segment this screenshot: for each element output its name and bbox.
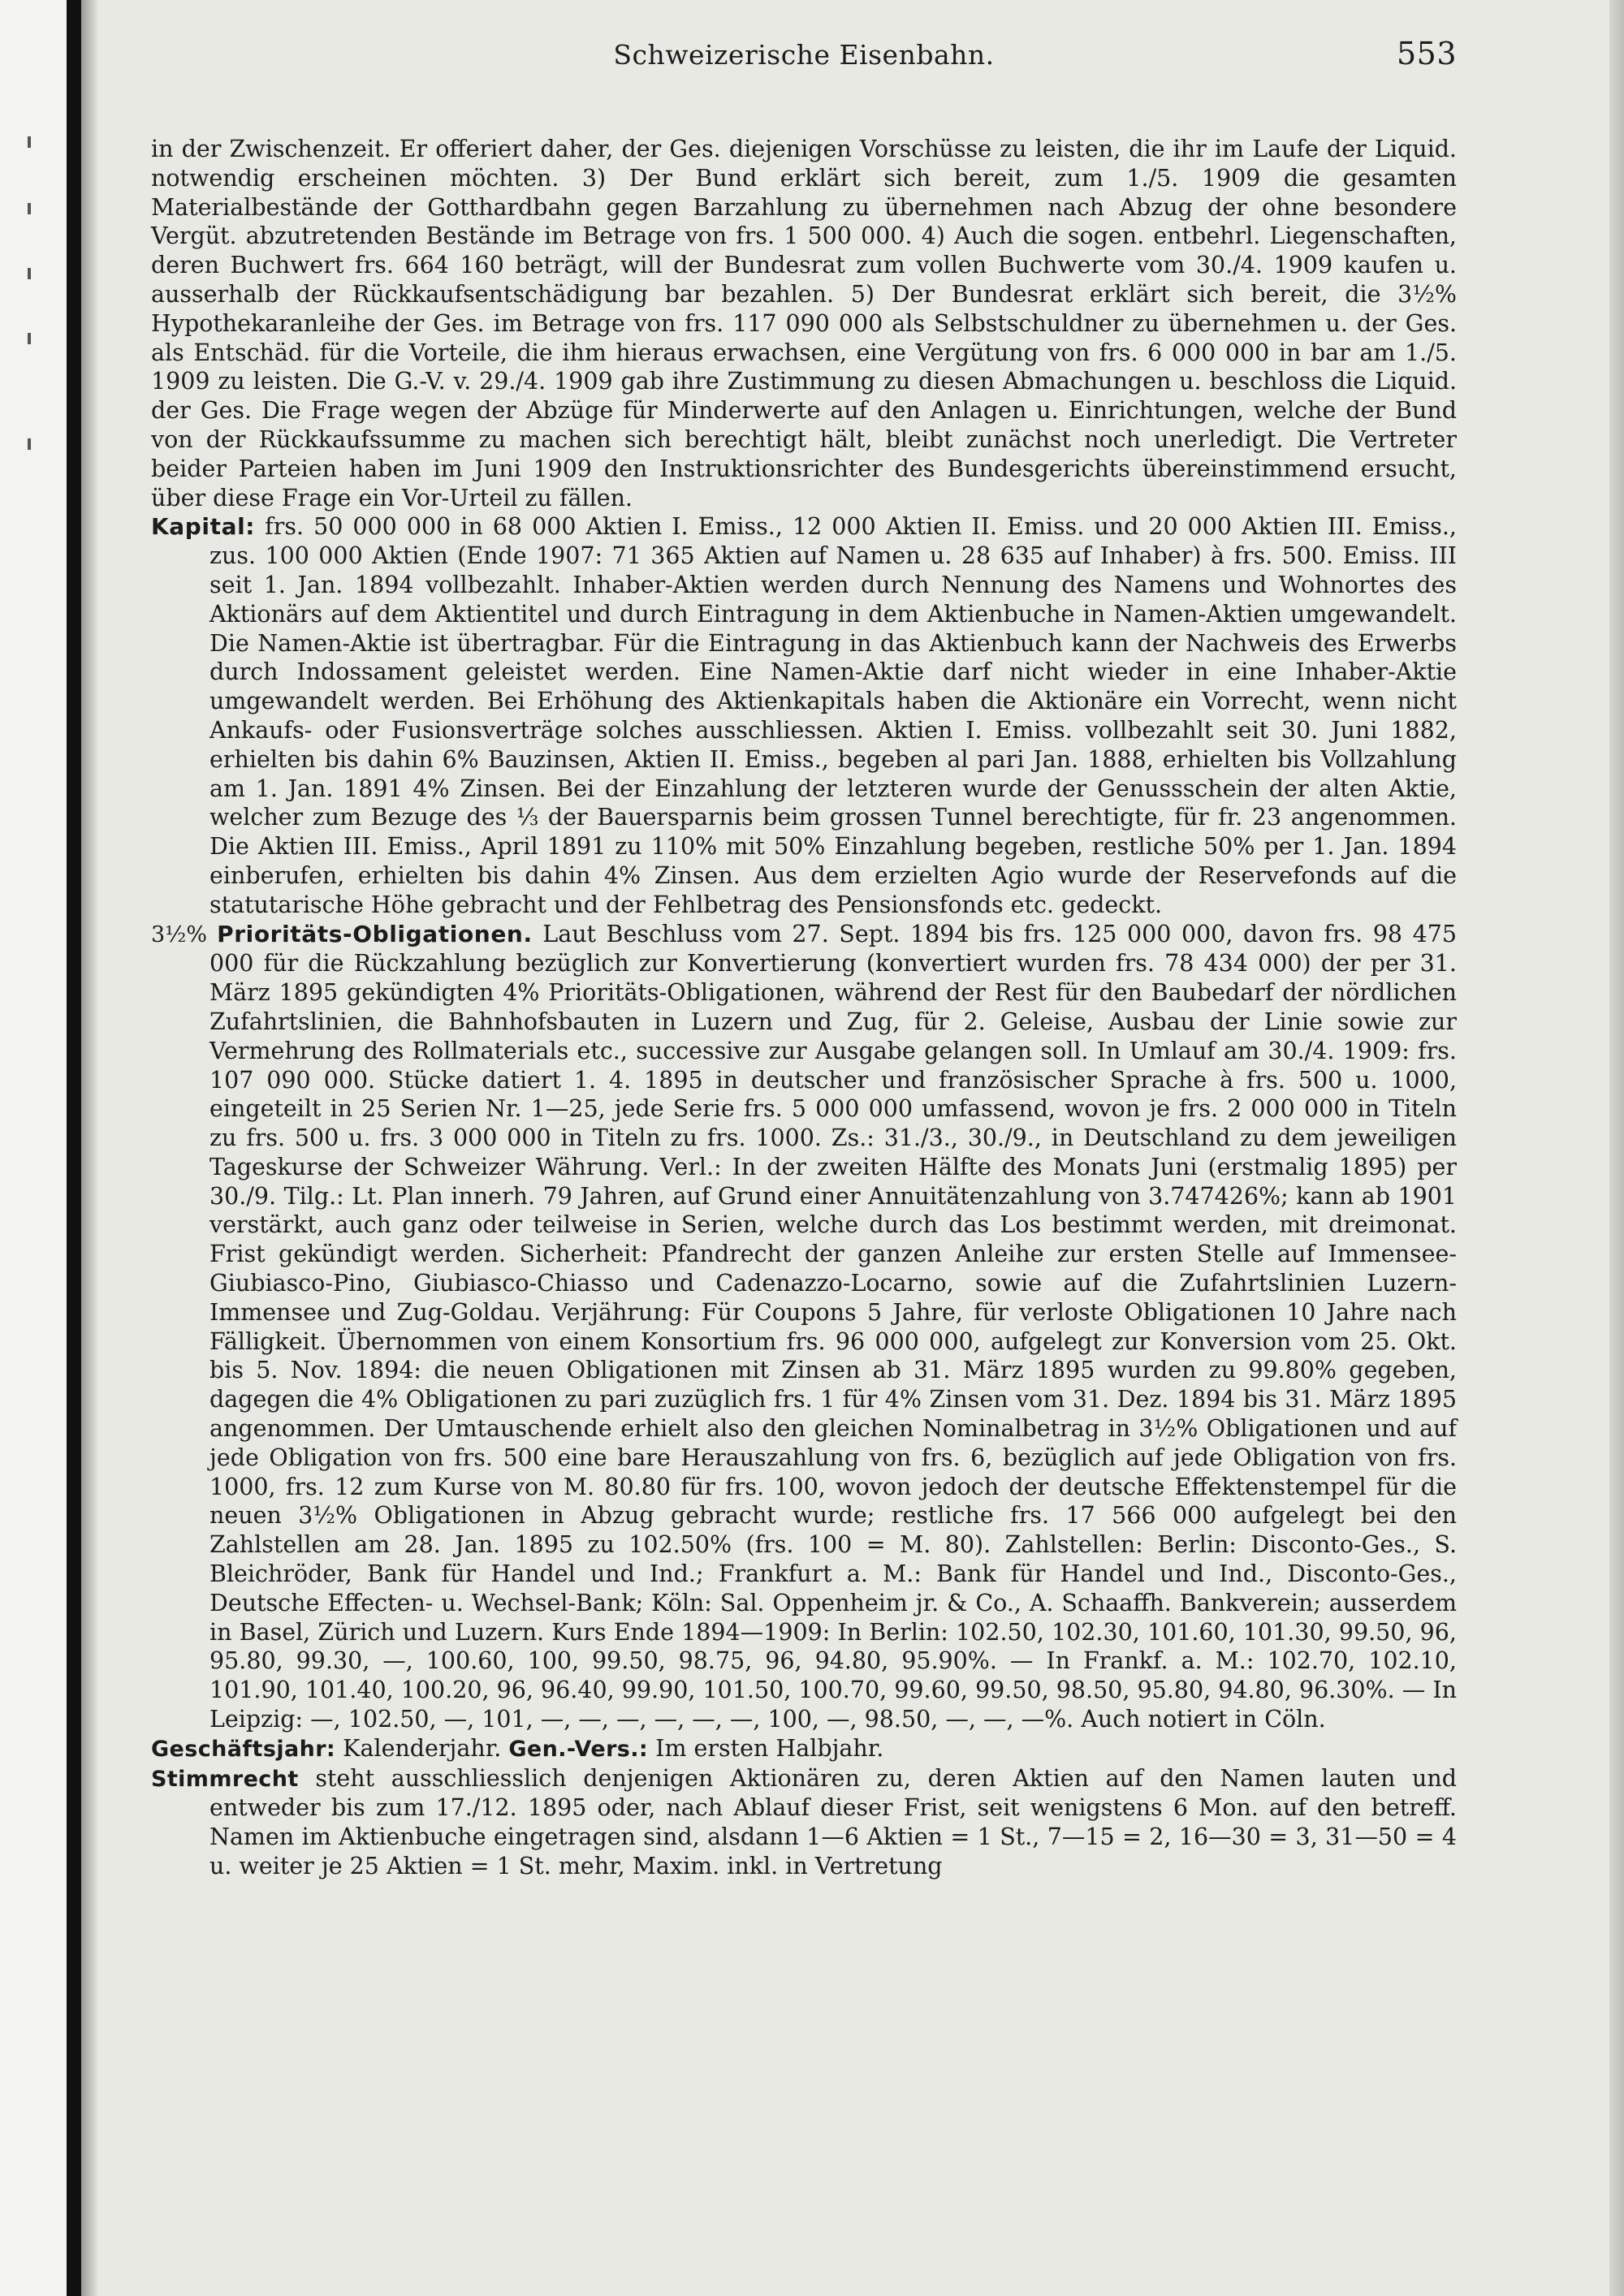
prioritaets-heading: Prioritäts-Obligationen. — [217, 920, 533, 947]
paragraph-liquidation: in der Zwischenzeit. Er offeriert daher, der Ges. diejenigen Vorschüsse zu leisten, die ihr im Laufe der Liquid. notwendig erscheinen möchten. 3) Der Bund erklärt sich bereit, zum 1./5. 1909 die gesamten Materialbestände der Gotthardbahn gegen Barzahlung zu übernehmen nach Abzug der ohne besondere Vergüt. abzutretenden Bestände im Betrage von frs. 1 500 000. 4) Auch die sogen. entbehrl. Liegenschaften, deren Buchwert frs. 664 160 beträgt, will der Bundesrat zum vollen Buchwerte vom 30./4. 1909 kaufen u. ausserhalb der Rückkaufsentschädigung bar bezahlen. 5) Der Bundesrat erklärt sich bereit, die 3½% Hypothekaranleihe der Ges. im Betrage von frs. 117 090 000 als Selbstschuldner zu übernehmen u. der Ges. als Entschäd. für die Vorteile, die ihm hieraus erwachsen, eine Vergütung von frs. 6 000 000 in bar am 1./5. 1909 zu leisten. Die G.-V. v. 29./4. 1909 gab ihre Zustimmung zu diesen Abmachungen u. beschloss die Liquid. der Ges. Die Frage wegen der Abzüge für Minderwerte auf den Anlagen u. Einrichtungen, welche der Bund von der Rückkaufssumme zu machen sich berechtigt hält, bleibt zunächst noch unerledigt. Die Vertreter beider Parteien haben im Juni 1909 den Instruktionsrichter des Bundesgerichts übereinstimmend ersucht, über diese Frage ein Vor-Urteil zu fällen. — [151, 136, 1457, 511]
body-text — [151, 135, 1457, 1881]
margin-mark — [28, 136, 31, 148]
document-page — [151, 32, 1457, 1881]
page-number: 553 — [1396, 36, 1457, 71]
paragraph-stimmrecht — [151, 1764, 1457, 1881]
margin-mark — [28, 203, 31, 214]
page-right-edge — [1609, 0, 1624, 2296]
book-spine — [67, 0, 81, 2296]
stimmrecht-text: steht ausschliesslich denjenigen Aktionären zu, deren Aktien auf den Namen lauten und entweder bis zum 17./12. 1895 oder, nach Ablauf dieser Frist, seit wenigstens 6 Mon. auf den betreff. Namen im Aktienbuche eingetragen sind, alsdann 1—6 Aktien = 1 St., 7—15 = 2, 16—30 = 3, 31—50 = 4 u. weiter je 25 Aktien = 1 St. mehr, Maxim. inkl. in Vertretung — [209, 1764, 1457, 1880]
kapital-heading: Kapital: — [151, 513, 256, 541]
paragraph-prioritaets-obligationen — [151, 920, 1457, 1734]
stimmrecht-heading: Stimmrecht — [151, 1766, 299, 1792]
paragraph-kapital — [151, 512, 1457, 919]
gen-vers-heading: Gen.-Vers.: — [508, 1736, 649, 1762]
kapital-text: frs. 50 000 000 in 68 000 Aktien I. Emiss., 12 000 Aktien II. Emiss. und 20 000 Aktien III. Emiss., zus. 100 000 Aktien (Ende 1907: 71 365 Aktien auf Namen u. 28 635 auf Inhaber) à frs. 500. Emiss. III seit 1. Jan. 1894 vollbezahlt. Inhaber-Aktien werden durch Nennung des Namens und Wohnortes des Aktionärs auf dem Aktientitel und durch Eintragung in dem Aktienbuche in Namen-Aktien umgewandelt. Die Namen-Aktie ist übertragbar. Für die Eintragung in das Aktienbuch kann der Nachweis des Erwerbs durch Indossament geleistet werden. Eine Namen-Aktie darf nicht wieder in eine Inhaber-Aktie umgewandelt werden. Bei Erhöhung des Aktienkapitals haben die Aktionäre ein Vorrecht, wenn nicht Ankaufs- oder Fusionsverträge solches ausschliessen. Aktien I. Emiss. vollbezahlt seit 30. Juni 1882, erhielten bis dahin 6% Bauzinsen, Aktien II. Emiss., begeben al pari Jan. 1888, erhielten bis Vollzahlung am 1. Jan. 1891 4% Zinsen. Bei der Einzahlung der letzteren wurde der Genussschein der alten Aktie, welcher zum Bezuge des ⅓ der Bauersparnis beim grossen Tunnel berechtigte, für fr. 23 angenommen. Die Aktien III. Emiss., April 1891 zu 110% mit 50% Einzahlung begeben, restliche 50% per 1. Jan. 1894 einberufen, erhielten bis dahin 4% Zinsen. Aus dem erzielten Agio wurde der Reservefonds auf die statutarische Höhe gebracht und der Fehlbetrag des Pensionsfonds etc. gedeckt. — [209, 513, 1457, 918]
geschaeftsjahr-heading: Geschäftsjahr: — [151, 1736, 336, 1762]
interest-rate-prefix: 3½% — [151, 921, 218, 947]
prioritaets-text: Laut Beschluss vom 27. Sept. 1894 bis frs. 125 000 000, davon frs. 98 475 000 für die Rückzahlung bezüglich zur Konvertierung (konvertiert wurden frs. 78 434 000) der per 31. März 1895 gekündigten 4% Prioritäts-Obligationen, während der Rest für den Baubedarf der nördlichen Zufahrtslinien, die Bahnhofsbauten in Luzern und Zug, für 2. Geleise, Ausbau der Linie sowie zur Vermehrung des Rollmaterials etc., successive zur Ausgabe gelangen soll. In Umlauf am 30./4. 1909: frs. 107 090 000. Stücke datiert 1. 4. 1895 in deutscher und französischer Sprache à frs. 500 u. 1000, eingeteilt in 25 Serien Nr. 1—25, jede Serie frs. 5 000 000 umfassend, wovon je frs. 2 000 000 in Titeln zu frs. 500 u. frs. 3 000 000 in Titeln zu frs. 1000. Zs.: 31./3., 30./9., in Deutschland zu dem jeweiligen Tageskurse der Schweizer Währung. Verl.: In der zweiten Hälfte des Monats Juni (erstmalig 1895) per 30./9. Tilg.: Lt. Plan innerh. 79 Jahren, auf Grund einer Annuitätenzahlung von 3.747426%; kann ab 1901 verstärkt, auch ganz oder teilweise in Serien, welche durch das Los bestimmt werden, mit dreimonat. Frist gekündigt werden. Sicherheit: Pfandrecht der ganzen Anleihe zur ersten Stelle auf Immensee-Giubiasco-Pino, Giubiasco-Chiasso und Cadenazzo-Locarno, sowie auf die Zufahrtslinien Luzern-Immensee und Zug-Goldau. Verjährung: Für Coupons 5 Jahre, für verloste Obligationen 10 Jahre nach Fälligkeit. Übernommen von einem Konsortium frs. 96 000 000, aufgelegt zur Konversion vom 25. Okt. bis 5. Nov. 1894: die neuen Obligationen mit Zinsen ab 31. März 1895 wurden zu 99.80% gegeben, dagegen die 4% Obligationen zu pari zuzüglich frs. 1 für 4% Zinsen vom 31. Dez. 1894 bis 31. März 1895 angenommen. Der Umtauschende erhielt also den gleichen Nominalbetrag in 3½% Obligationen und auf jede Obligation von frs. 500 eine bare Herauszahlung von frs. 6, bezüglich auf jede Obligation von frs. 1000, frs. 12 zum Kurse von M. 80.80 für frs. 100, wovon jedoch der deutsche Effektenstempel für die neuen 3½% Obligationen in Abzug gebracht wurde; restliche frs. 17 566 000 aufgelegt bei den Zahlstellen am 28. Jan. 1895 zu 102.50% (frs. 100 = M. 80). Zahlstellen: Berlin: Disconto-Ges., S. Bleichröder, Bank für Handel und Ind.; Frankfurt a. M.: Bank für Handel und Ind., Disconto-Ges., Deutsche Effecten- u. Wechsel-Bank; Köln: Sal. Oppenheim jr. & Co., A. Schaaffh. Bankverein; ausserdem in Basel, Zürich und Luzern. Kurs Ende 1894—1909: In Berlin: 102.50, 102.30, 101.60, 101.30, 99.50, 96, 95.80, 99.30, —, 100.60, 100, 99.50, 98.75, 96, 94.80, 95.90%. — In Frankf. a. M.: 102.70, 102.10, 101.90, 101.40, 100.20, 96, 96.40, 99.90, 101.50, 100.70, 99.60, 99.50, 98.50, 95.80, 94.80, 96.30%. — In Leipzig: —, 102.50, —, 101, —, —, —, —, —, —, 100, —, 98.50, —, —, —%. Auch notiert in Cöln. — [209, 920, 1457, 1733]
adjacent-page-edge — [0, 0, 67, 2296]
paragraph-geschaeftsjahr — [151, 1734, 1457, 1764]
margin-mark — [28, 333, 31, 344]
running-title: Schweizerische Eisenbahn. — [613, 39, 995, 71]
margin-mark — [28, 268, 31, 279]
page-header — [151, 32, 1457, 75]
gen-vers-text: Im ersten Halbjahr. — [648, 1734, 884, 1762]
margin-mark — [28, 438, 31, 450]
gutter-shadow — [81, 0, 99, 2296]
geschaeftsjahr-text: Kalenderjahr. — [335, 1734, 509, 1762]
